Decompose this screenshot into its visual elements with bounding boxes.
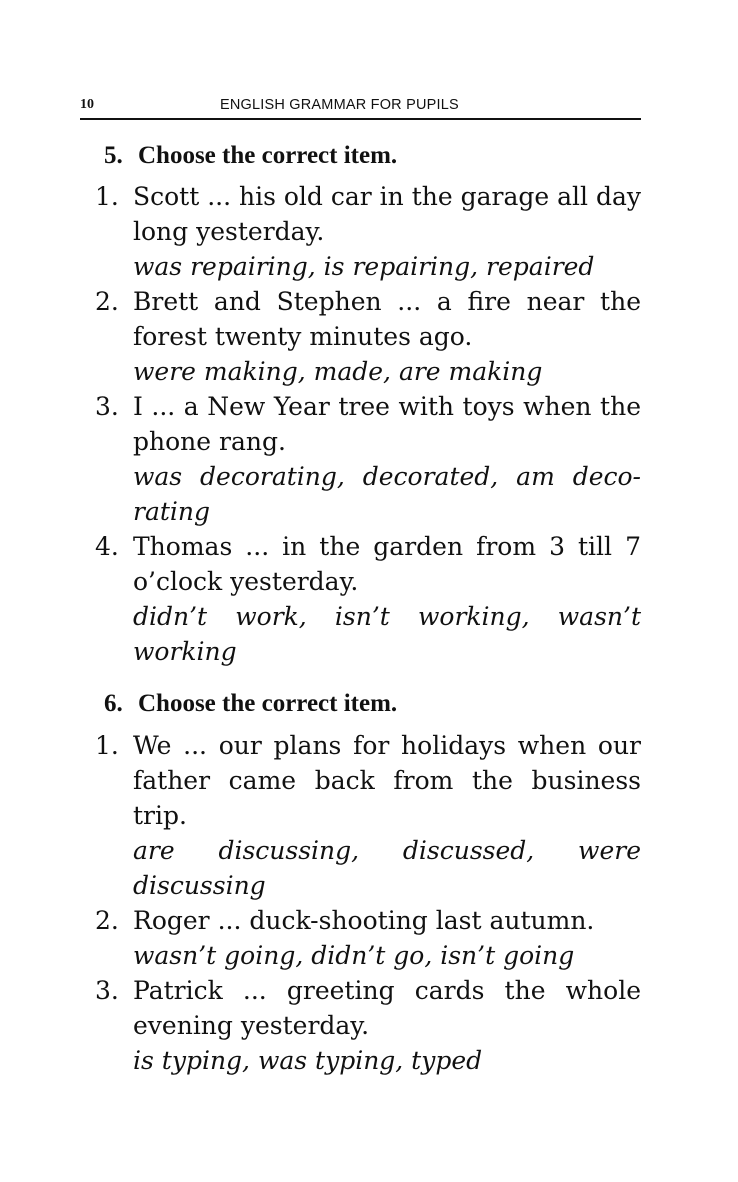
item-sentence: Roger ... duck-shooting last autumn. [133,906,595,935]
item-number: 1. [95,731,119,760]
item-number: 2. [95,906,119,935]
item-options: was repairing, is repairing, repaired [133,252,595,281]
item-options: were making, made, are making [133,357,543,386]
page-number: 10 [80,97,94,112]
item-sentence: We ... our plans for holidays when our father came back from the business trip. [133,731,641,830]
item-options: wasn’t going, didn’t go, isn’t going [133,941,575,970]
exercise-item [80,389,641,529]
item-number: 4. [95,532,119,561]
item-sentence: I ... a New Year tree with toys when the phone rang. [133,392,641,456]
item-sentence: Patrick ... greeting cards the whole evening yesterday. [133,976,641,1040]
item-number: 2. [95,287,119,316]
book-title: ENGLISH GRAMMAR FOR PUPILS [220,97,459,113]
exercise-instruction: Choose the correct item. [138,690,398,717]
item-options: are discussing, discussed, were discussing [133,836,641,900]
exercise-item [80,529,641,669]
exercise-item [80,903,641,973]
exercise-item [80,728,641,903]
exercise-item [80,284,641,389]
item-sentence: Scott ... his old car in the garage all day long yesterday. [133,182,641,246]
exercise-number: 6. [104,690,123,717]
item-options: didn’t work, isn’t working, wasn’t working [133,602,641,666]
exercise-5-heading [104,141,397,171]
exercise-6-items [80,728,641,1078]
exercise-item [80,973,641,1078]
item-options: is typing, was typing, typed [133,1046,483,1075]
item-options: was decorating, decorated, am decorating [133,462,641,526]
item-number: 1. [95,182,119,211]
item-sentence: Brett and Stephen ... a fire near the forest twenty minutes ago. [133,287,641,351]
item-sentence: Thomas ... in the garden from 3 till 7 o’clock yesterday. [133,532,641,596]
exercise-5-items [80,179,641,669]
exercise-6-heading [104,689,397,719]
exercise-instruction: Choose the correct item. [138,142,398,169]
item-number: 3. [95,976,119,1005]
item-number: 3. [95,392,119,421]
exercise-number: 5. [104,142,123,169]
running-header [80,96,641,120]
exercise-item [80,179,641,284]
